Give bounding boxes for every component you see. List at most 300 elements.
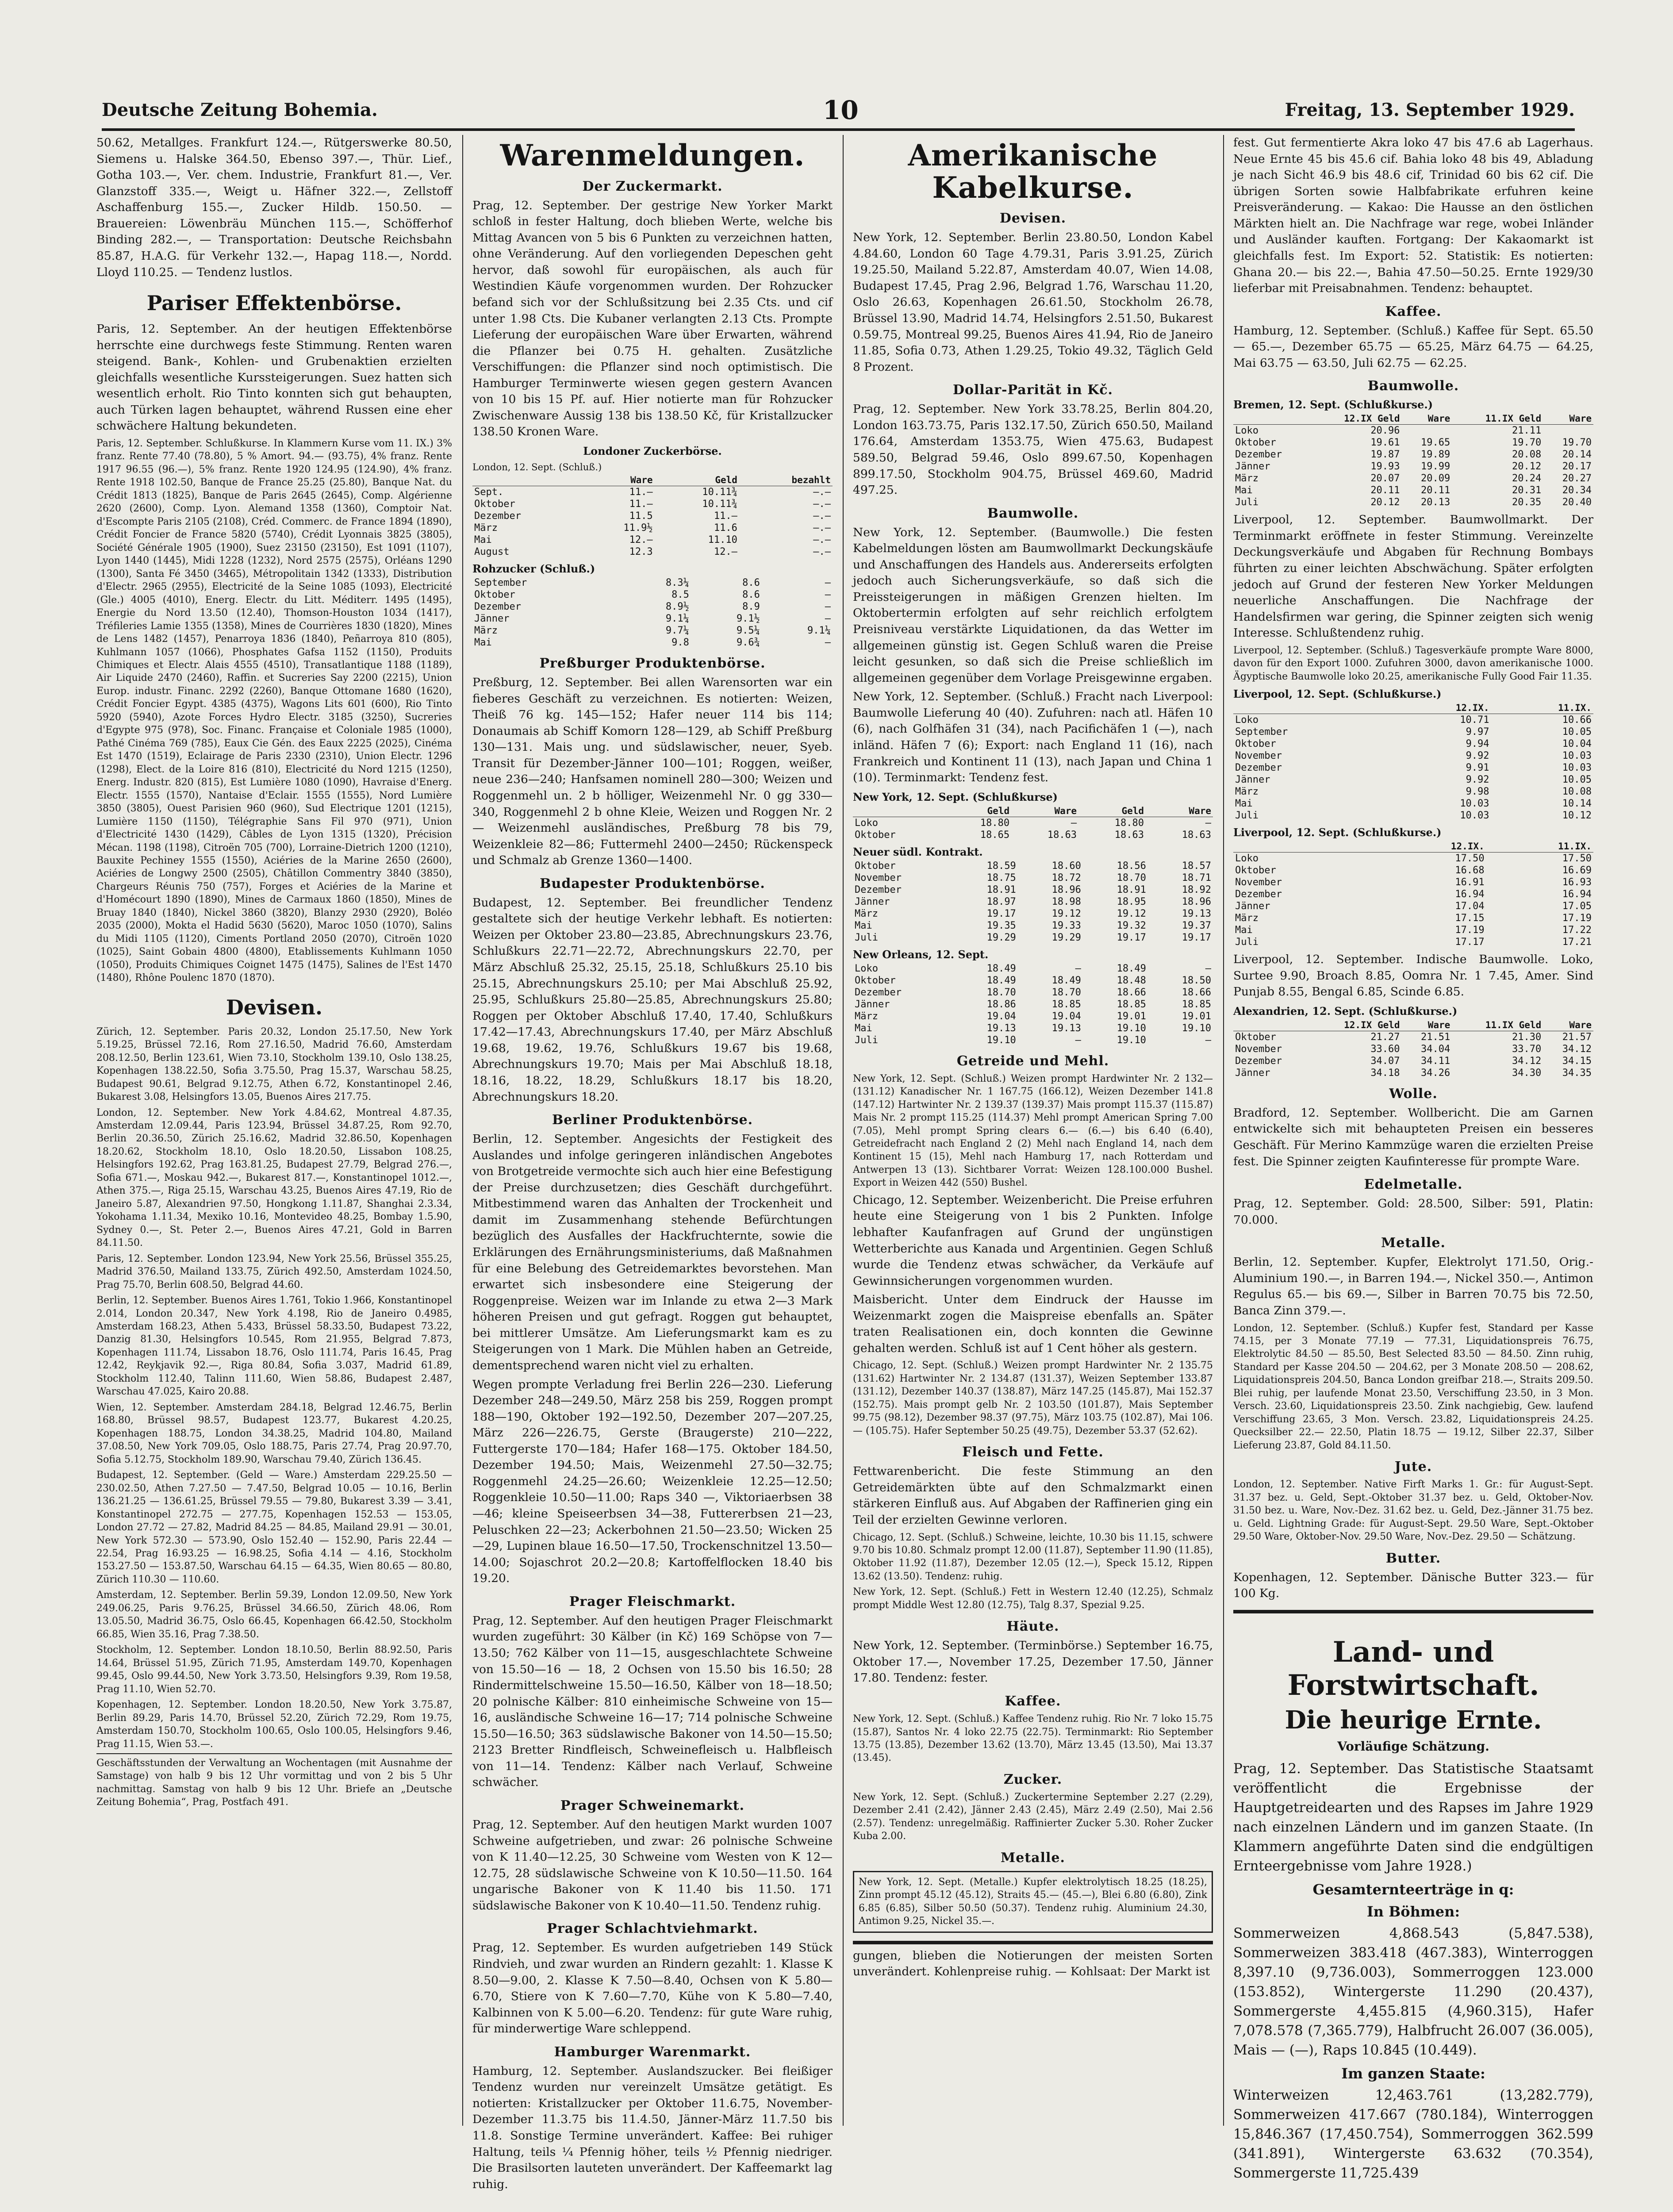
- baumwolle-heading: Baumwolle.: [1367, 378, 1459, 394]
- chicago-fleisch-quotes: Chicago, 12. Sept. (Schluß.) Schweine, leichte, 10.30 bis 11.15, schwere 9.70 bis 10.80. Schmalz prompt 12.00 (11.87), September 11.90 (11.85), Oktober 11.92 (11.87), Dezember 12.05 (12.—), Speck 15.12, Rippen 13.62 (13.50). Tendenz: ruhig.: [853, 1532, 1213, 1582]
- table-row: [1233, 461, 1593, 472]
- table-cell: 20.27: [1562, 473, 1592, 484]
- table-cell: [1402, 425, 1452, 437]
- table-cell: 19.01: [1182, 1010, 1211, 1022]
- office-hours-note: Geschäftsstunden der Verwaltung an Wochentagen (mit Ausnahme der Samstage) von halb 9 bis 12 Uhr vormittag und von 2 bis 5 Uhr nachmittag. Samstag von halb 9 bis 12 Uhr. Briefe an „Deutsche Zeitung Bohemia“, Prag, Postfach 491.: [96, 1758, 452, 1808]
- maisbericht: Maisbericht. Unter dem Eindruck der Hausse im Weizenmarkt zogen die Maispreise ebenfalls an. Später traten Realisationen ein, doch konnten die Gewinne gehalten werden. Schluß ist auf 1 Cent höher als gestern.: [853, 1293, 1213, 1355]
- table-row: [1233, 496, 1593, 508]
- table-cell: 10.11¾: [702, 499, 737, 510]
- table-cell: 19.61: [1370, 437, 1400, 449]
- table-row: [472, 522, 833, 534]
- table-row: [853, 1034, 1213, 1046]
- pressburg-heading: Preßburger Produktenbörse.: [539, 656, 766, 672]
- table-cell: 19.29: [1051, 932, 1081, 943]
- jute-report: London, 12. September. Native Firft Marks 1. Gr.: für August-Sept. 31.37 bez. u. Geld, Sept.-Oktober 31.37 bez. u. Geld, Oktober-Nov. 31.50 bez. u. Ware, Nov.-Dez. 31.62 bez. u. Geld, Dez.-Jänner 31.75 bez. u. Geld. Lightning Grade: für August-Sept. 29.50 Ware, Sept.-Oktober 29.50 Ware, Oktober-Nov. 29.50 Ware, Nov.-Dez. 29.50 — Schätzung.: [1233, 1479, 1593, 1543]
- table-cell: 16.69: [1562, 865, 1592, 876]
- table-row: [1233, 1067, 1593, 1079]
- table-cell: —.—: [813, 487, 831, 498]
- table-row: [1233, 449, 1593, 461]
- table-cell: 18.66: [1182, 987, 1211, 998]
- table-cell: Oktober: [1235, 738, 1276, 750]
- devisen-wien: Wien, 12. September. Amsterdam 284.18, Belgrad 12.46.75, Berlin 168.80, Brüssel 98.57, Budapest 123.77, Bukarest 4.20.25, Kopenhagen 188.75, London 34.38.25, Madrid 104.80, Mailand 37.08.50, New York 709.05, Oslo 188.75, Paris 27.74, Prag 20.97.70, Sofia 5.12.75, Stockholm 189.90, Warschau 79.40, Zürich 136.45.: [96, 1402, 452, 1465]
- table-row: [853, 963, 1213, 975]
- table-cell: Dezember: [855, 987, 902, 998]
- liverpool-caption: Liverpool, 12. Sept. (Schlußkurse.): [1233, 687, 1442, 701]
- table-cell: Mai: [1235, 485, 1253, 496]
- table-row: [853, 932, 1213, 944]
- neuer-kontrakt-caption: Neuer südl. Kontrakt.: [853, 845, 983, 858]
- table-cell: 16.91: [1455, 877, 1485, 888]
- zuckermarkt-report: Prag, 12. September. Der gestrige New Yorker Markt schloß in fester Haltung, doch blieben Werte, welche bis Mittag Avancen von 5 bis 6 Punkten zu verzeichnen hatten, ohne Veränderung. Auf den vorliegenden Depeschen geht hervor, daß sowohl für europäischen, als auch für Westindien Käufe vorgenommen wurden. Der Rohzucker befand sich vor der Schlußsitzung bei 2.35 Cts. und cif unter 1.98 Cts. Die Kubaner verlangten 2.13 Cts. Prompte Lieferung der europäischen Ware über Erwarten, während die Pflanzer bei 0.75 H. gehalten. Zusätzliche Verschiffungen: die Pflanzer sind noch optimistisch. Die Hamburger Terminwerte wiesen gegen gestern Avancen von 10 bis 15 Pf. auf. Hier notierte man für Rohzucker Zwischenware Aussig 138 bis 138.50 Kč, für Kristallzucker 138.50 Kronen Ware.: [472, 198, 833, 439]
- table-cell: Jänner: [1235, 901, 1270, 912]
- dollar-paritaet-heading: Dollar-Parität in Kč.: [953, 382, 1113, 398]
- table-cell: 19.10: [1117, 1034, 1146, 1046]
- liverpool-2-table: [1233, 841, 1593, 948]
- edelmetalle-report: Prag, 12. September. Gold: 28.500, Silber: 591, Platin: 70.000.: [1233, 1197, 1593, 1227]
- table-cell: 34.30: [1512, 1067, 1542, 1079]
- table-cell: 10.04: [1562, 738, 1592, 750]
- table-cell: 19.04: [986, 1010, 1016, 1022]
- table-cell: 20.24: [1512, 473, 1542, 484]
- table-cell: März: [474, 522, 498, 534]
- table-cell: 18.85: [1182, 998, 1211, 1010]
- table-header-cell: 12.IX Geld: [1311, 1019, 1402, 1031]
- devisen-amsterdam: Amsterdam, 12. September. Berlin 59.39, London 12.09.50, New York 249.06.25, Paris 9.76.25, Brüssel 34.66.50, Zürich 48.06, Rom 13.05.50, Madrid 36.75, Oslo 66.45, Kopenhagen 66.42.50, Stockholm 66.85, Wien 35.16, Prag 7.38.50.: [96, 1590, 452, 1640]
- table-row: [853, 1022, 1213, 1034]
- newyork-cotton-table: [853, 805, 1213, 841]
- devisen-stockholm: Stockholm, 12. September. London 18.10.50, Berlin 88.92.50, Paris 14.64, Brüssel 51.95, Zürich 71.95, Amsterdam 149.70, Kopenhagen 99.45, Oslo 99.44.50, New York 3.73.50, Helsingfors 9.39, Rom 19.58, Prag 11.10, Wien 52.70.: [96, 1644, 452, 1695]
- zucker-report: New York, 12. Sept. (Schluß.) Zuckertermine September 2.27 (2.29), Dezember 2.41 (2.42), Jänner 2.43 (2.45), März 2.49 (2.50), Mai 2.56 (2.57). Tendenz: unregelmäßig. Raffinierter Zucker 5.30. Roher Zucker Kuba 2.00.: [853, 1791, 1213, 1842]
- table-cell: 11.9½: [623, 522, 653, 534]
- table-cell: 18.85: [1117, 998, 1146, 1010]
- table-cell: 18.91: [986, 884, 1016, 895]
- table-cell: 19.04: [1051, 1010, 1081, 1022]
- devisen-zurich: Zürich, 12. September. Paris 20.32, London 25.17.50, New York 5.19.25, Brüssel 72.16, Rom 27.16.50, Madrid 76.60, Amsterdam 208.12.50, Berlin 123.61, Wien 73.10, Stockholm 139.10, Oslo 138.25, Kopenhagen 138.22.50, Sofia 3.75.50, Prag 15.37, Warschau 58.25, Budapest 90.61, Belgrad 9.12.75, Athen 6.72, Konstantinopel 2.46, Bukarest 3.08, Helsingfors 13.05, Buenos Aires 217.75.: [96, 1026, 452, 1103]
- table-cell: 18.75: [986, 872, 1016, 883]
- table-row: [1233, 900, 1593, 912]
- table-cell: 19.35: [986, 920, 1016, 931]
- table-header-cell: [1233, 1019, 1311, 1031]
- table-cell: —: [825, 613, 831, 625]
- table-header-cell: 12.IX.: [1389, 702, 1491, 714]
- devisen-budapest: Budapest, 12. September. (Geld — Ware.) Amsterdam 229.25.50 — 230.02.50, Athen 7.27.50 — 7.47.50, Belgrad 10.05 — 10.16, Berlin 136.21.25 — 136.61.25, Brüssel 79.55 — 79.80, Bukarest 3.39 — 3.41, Konstantinopel 272.75 — 277.75, Kopenhagen 152.53 — 153.05, London 27.72 — 27.82, Madrid 84.25 — 84.85, Mailand 29.91 — 30.01, New York 572.30 — 573.90, Oslo 152.40 — 152.90, Paris 22.44 — 22.54, Prag 16.93.25 — 16.98.25, Sofia 4.14 — 4.16, Stockholm 153.27.50 — 153.87.50, Warschau 64.15 — 64.35, Wien 80.65 — 80.80, Zürich 110.30 — 110.60.: [96, 1470, 452, 1585]
- table-cell: 20.11: [1370, 485, 1400, 496]
- rohzucker-table: [472, 577, 833, 649]
- table-cell: Oktober: [1235, 1031, 1276, 1043]
- table-row: [853, 829, 1213, 841]
- table-row: [1233, 888, 1593, 900]
- paris-exchange-heading: Pariser Effektenbörse.: [146, 291, 402, 315]
- table-row: [853, 860, 1213, 872]
- table-cell: 12.3: [629, 546, 653, 558]
- table-row: [853, 987, 1213, 998]
- devisen-heading: Devisen.: [226, 995, 322, 1019]
- table-cell: 16.93: [1562, 877, 1592, 888]
- table-cell: 17.50: [1455, 853, 1485, 864]
- metalle-box: [853, 1871, 1213, 1933]
- table-cell: Dezember: [474, 511, 521, 522]
- ernte-report: Prag, 12. September. Das Statistische Staatsamt veröffentlicht die Ergebnisse der Hauptgetreidearten und des Rapses im Jahre 1929 nach einzelnen Ländern und im ganzen Staate. (In Klammern angeführte Daten sind die endgültigen Ernteergebnisse vom Jahre 1928.): [1233, 1760, 1593, 1874]
- table-cell: September: [474, 577, 527, 589]
- table-cell: Oktober: [1235, 865, 1276, 876]
- alexandrien-table: [1233, 1019, 1593, 1079]
- table-row: [472, 498, 833, 510]
- table-cell: 19.93: [1370, 461, 1400, 472]
- table-cell: 12.—: [629, 534, 653, 546]
- table-cell: 8.3¼: [665, 577, 689, 589]
- table-cell: 9.1¼: [665, 613, 689, 625]
- table-row: [472, 601, 833, 613]
- table-header-cell: Ware: [1543, 413, 1593, 425]
- table-cell: Jänner: [1235, 461, 1270, 472]
- table-cell: 10.05: [1562, 774, 1592, 786]
- table-cell: 18.59: [986, 860, 1016, 872]
- table-cell: Jänner: [855, 998, 890, 1010]
- kaffee-heading: Kaffee.: [1385, 303, 1442, 319]
- london-sugar-subcaption: London, 12. Sept. (Schluß.): [472, 462, 602, 473]
- table-row: [1233, 924, 1593, 936]
- table-cell: Juli: [1235, 937, 1259, 948]
- table-row: [472, 546, 833, 558]
- baumwolle-report: New York, 12. September. (Baumwolle.) Die festen Kabelmeldungen lösten am Baumwollmarkt Deckungskäufe und Anschaffungen des Handels aus. Andererseits erfolgten jedoch auch Sicherungsverkäufe, so daß sich die Preissteigerungen in mäßigen Grenzen hielten. Im Oktobertermin erfolgten auf sehr reichlich erfolgtem Preisniveau verstärkte Liquidationen, da das Wetter im allgemeinen günstig ist. Gegen Schluß waren die Preise leicht gesunken, so daß sich die Preise schließlich im allgemeinen gegenüber dem Vorlage Preisgewinne ergaben.: [853, 525, 1213, 685]
- table-row: [472, 625, 833, 637]
- table-header-cell: 11.IX.: [1486, 841, 1593, 853]
- table-row: [1233, 853, 1593, 865]
- liverpool-table: [1233, 702, 1593, 822]
- table-row: [853, 908, 1213, 920]
- table-cell: 11.6: [714, 522, 737, 534]
- metalle-heading: Metalle.: [1381, 1235, 1446, 1251]
- table-cell: 18.49: [986, 975, 1016, 986]
- table-cell: 19.13: [1182, 908, 1211, 919]
- table-row: [1233, 912, 1593, 924]
- table-cell: 18.70: [1051, 987, 1081, 998]
- staat-heading: Im ganzen Staate:: [1341, 2065, 1485, 2082]
- table-cell: —.—: [813, 546, 831, 558]
- baumwolle-heading: Baumwolle.: [987, 505, 1079, 521]
- table-cell: 8.9½: [665, 601, 689, 613]
- berlin-metalle-report: Berlin, 12. September. Kupfer, Elektrolyt 171.50, Orig.-Aluminium 190.—, in Barren 194.—, Nickel 350.—, Antimon Regulus 65.— bis 69.—, Silber in Barren 70.75 bis 72.50, Banca Zinn 379.—.: [1233, 1255, 1593, 1317]
- table-cell: 10.12: [1562, 810, 1592, 822]
- table-cell: 20.96: [1370, 425, 1400, 437]
- table-cell: —: [825, 637, 831, 649]
- table-header-cell: Geld: [1078, 805, 1146, 817]
- table-cell: März: [855, 1010, 878, 1022]
- table-header-cell: [1233, 413, 1311, 425]
- table-cell: November: [1235, 877, 1282, 888]
- table-cell: Oktober: [474, 589, 515, 601]
- bremen-table: [1233, 413, 1593, 508]
- ernte-heading: Die heurige Ernte.: [1285, 1705, 1542, 1735]
- table-cell: 12.—: [714, 546, 737, 558]
- warenmeldungen-banner: Warenmeldungen.: [500, 138, 805, 173]
- metalle-report: New York, 12. Sept. (Metalle.) Kupfer elektrolytisch 18.25 (18.25), Zinn prompt 45.12 (45.12), Straits 45.— (45.—), Blei 6.80 (6.80), Zink 6.85 (6.85), Silber 50.50 (50.37). Tendenz ruhig. Aluminium 24.30, Antimon 9.25, Nickel 35.—.: [859, 1876, 1207, 1927]
- table-cell: 34.15: [1562, 1055, 1592, 1067]
- table-cell: 19.12: [1051, 908, 1081, 919]
- table-cell: 19.17: [1182, 932, 1211, 943]
- table-header-cell: [853, 805, 944, 817]
- table-cell: Juli: [1235, 810, 1259, 822]
- page-header: [102, 95, 1575, 131]
- newyork-devisen: New York, 12. September. Berlin 23.80.50, London Kabel 4.84.60, London 60 Tage 4.79.31, Paris 3.91.25, Zürich 19.25.50, Mailand 5.22.87, Amsterdam 40.07, Wien 14.08, Budapest 17.45, Prag 2.96, Belgrad 1.76, Warschau 11.20, Oslo 26.63, Kopenhagen 26.61.50, Stockholm 26.78, Brüssel 13.90, Madrid 14.74, Helsingfors 2.51.50, Bukarest 0.59.75, Montreal 99.25, Buenos Aires 41.94, Rio de Janeiro 11.85, Sofia 0.73, Athen 1.29.25, Tokio 49.32, Täglich Geld 8 Prozent.: [853, 230, 1213, 374]
- table-header-cell: Ware: [1402, 1019, 1452, 1031]
- table-cell: 18.63: [1047, 829, 1077, 841]
- table-header-cell: Ware: [583, 474, 654, 486]
- table-cell: 17.21: [1562, 937, 1592, 948]
- table-cell: Oktober: [474, 499, 515, 510]
- table-cell: 20.08: [1512, 449, 1542, 461]
- column-divider: [1223, 135, 1224, 2126]
- liverpool-report: Liverpool, 12. September. Baumwollmarkt. Der Terminmarkt eröffnete in fester Stimmung. Vereinzelte Deckungsverkäufe und Abgaben für Rechnung Bombays führten zu einer leichten Abschwächung. Später erfolgten jedoch auf Grund der festeren New Yorker Meldungen neuerliche Anschaffungen. Die Nachfrage der Handelsfirmen war gering, die Spinner zeigten sich wenig Interesse. Schlußtendenz ruhig.: [1233, 513, 1593, 640]
- table-cell: 18.96: [1051, 884, 1081, 895]
- table-row: [1233, 1055, 1593, 1067]
- table-cell: 18.92: [1182, 884, 1211, 895]
- table-header-cell: Geld: [944, 805, 1011, 817]
- table-cell: 33.70: [1512, 1043, 1542, 1055]
- pressburg-report: Preßburg, 12. September. Bei allen Warensorten war ein fieberes Geschäft zu verzeichnen. Es notierten: Weizen, Theiß 76 kg. 145—152; Hafer neuer 114 bis 114; Donaumais ab Schiff Komorn 128—129, ab Schiff Preßburg 130—131. Mais ung. und südslawischer, neuer, Syeb. Transit für Dezember-Jänner 100—101; Roggen, weißer, neue 236—240; Hanfsamen nominell 280—300; Weizen und Roggenmehl un. 2 b hölliger, Weizenmehl Nr. 0 gg 330—340, Roggenmehl 2 b ohne Kleie, Weizen und Roggen Nr. 2 — Weizenmehl ausländisches, Preßburg 78 bis 79, Weizenkleie 82—86; Futtermehl 2400—2450; Rückenspeck und Schmalz ab Grenze 1360—1400.: [472, 676, 833, 868]
- table-cell: 21.27: [1370, 1031, 1400, 1043]
- table-cell: September: [1235, 726, 1288, 738]
- table-cell: 34.12: [1512, 1055, 1542, 1067]
- table-cell: Loko: [1235, 425, 1259, 437]
- table-cell: 9.92: [1466, 774, 1489, 786]
- table-header-cell: 12.IX.: [1379, 841, 1486, 853]
- table-cell: 16.68: [1455, 865, 1485, 876]
- table-cell: 20.11: [1421, 485, 1450, 496]
- fettwaren-report: Fettwarenbericht. Die feste Stimmung an den Getreidemärkten übte auf den Schmalzmarkt einen stärkeren Einfluß aus. Auf Abgaben der Raffinerien ging ein Teil der erzielten Gewinne verloren.: [853, 1464, 1213, 1527]
- table-cell: 17.04: [1455, 901, 1485, 912]
- table-cell: Mai: [474, 637, 492, 649]
- table-cell: 10.08: [1562, 786, 1592, 798]
- table-cell: 11.—: [714, 511, 737, 522]
- table-cell: 20.12: [1370, 497, 1400, 508]
- table-cell: 10.03: [1562, 750, 1592, 762]
- table-row: [472, 534, 833, 546]
- berlin-stocks-continued: 50.62, Metallges. Frankfurt 124.—, Rütgerswerke 80.50, Siemens u. Halske 364.50, Ebenso 397.—, Thür. Lief., Gotha 103.—, Ver. chem. Industrie, Frankfurt 81.—, Ver. Glanzstoff 335.—, Weigt u. Häfner 322.—, Zellstoff Aschaffenburg 155.—, Zucker Hildb. 150.50. — Brauereien: Löwenbräu München 115.—, Schöfferhof Binding 282.—, — Transportation: Deutsche Reichsbahn 85.87, H.A.G. für Verkehr 132.—, Hapag 118.—, Nordd. Lloyd 110.25. — Tendenz lustlos.: [96, 136, 452, 279]
- table-cell: 34.07: [1370, 1055, 1400, 1067]
- table-cell: Mai: [1235, 798, 1253, 810]
- rohzucker-caption: Rohzucker (Schluß.): [472, 562, 595, 576]
- kabelkurse-banner: Amerikanische Kabelkurse.: [908, 138, 1158, 205]
- table-cell: 34.11: [1421, 1055, 1450, 1067]
- table-cell: 10.66: [1562, 714, 1592, 726]
- table-cell: 17.50: [1562, 853, 1592, 864]
- column-1: [93, 135, 456, 2117]
- table-cell: 10.03: [1562, 762, 1592, 774]
- table-cell: 16.94: [1455, 889, 1485, 900]
- table-cell: 18.66: [1117, 987, 1146, 998]
- table-cell: 19.17: [986, 908, 1016, 919]
- table-header-cell: bezahlt: [739, 474, 833, 486]
- paris-report: Paris, 12. September. An der heutigen Effektenbörse herrschte eine durchwegs feste Stimmung. Renten waren steigend. Bank-, Kohlen- und Grubenaktien erzielten gleichfalls wesentliche Kurssteigerungen. Suez hatten sich wesentlich erholt. Rio Tinto konnten sich gut behaupten, auch Türken lagen behauptet, während Russen eine eher schwächere Haltung bekundeten.: [96, 322, 452, 433]
- page-number: 10: [823, 95, 859, 125]
- chicago-weizen-report: Chicago, 12. September. Weizenbericht. Die Preise erfuhren heute eine Steigerung von 1 bis 2 Punkten. Infolge lebhafter Kaufanfragen auf Grund der ungünstigen Wetterberichte aus Kanada und Argentinien. Gegen Schluß wurde die Tendenz etwas schwächer, da Verkäufe auf Gewinnsicherungen vorgenommen wurden.: [853, 1193, 1213, 1288]
- boehmen-figures: Sommerweizen 4,868.543 (5,847.538), Sommerweizen 383.418 (467.383), Winterroggen 8,397.10 (9,736.003), Sommerroggen 123.000 (153.852), Wintergerste 11.290 (20.437), Sommergerste 4,455.815 (4,960.315), Hafer 7,078.578 (7,365.779), Halbfrucht 26.007 (36.005), Mais — (—), Raps 10.845 (10.449).: [1233, 1925, 1593, 2058]
- boehmen-heading: In Böhmen:: [1366, 1903, 1460, 1920]
- table-cell: Sept.: [474, 487, 504, 498]
- table-cell: 19.33: [1051, 920, 1081, 931]
- zuckermarkt-heading: Der Zuckermarkt.: [582, 178, 723, 194]
- table-cell: 19.99: [1421, 461, 1450, 472]
- table-row: [1233, 1043, 1593, 1055]
- paris-quotes: Paris, 12. September. Schlußkurse. In Klammern Kurse vom 11. IX.) 3% franz. Rente 77.40 (78.80), 5 % Amort. 94.— (93.75), 4% franz. Rente 1917 96.55 (96.—), 5% franz. Rente 1920 124.95 (124.90), 4% franz. Rente 1918 102.50, Banque de France 25.25 (25.80), Banque Nat. du Crédit 1813 (1825), Banque de Paris 2645 (2645), Comp. Algérienne 2620 (2600), Comp. Lyon. Alemand 1358 (1360), Comptoir Nat. d'Escompte Paris 2105 (2108), Créd. Commerc. de France 1894 (1890), Crédit Foncier de France 5820 (5740), Crédit Lyonnais 3825 (3805), Société Générale 1905 (1900), Suez 23150 (23150), Est 1091 (1107), Lyon 1440 (1445), Midi 1228 (1232), Nord 2575 (2575), Orléans 1290 (1300), Santa Fé 3450 (3465), Métropolitain 1342 (1333), Distribution d'Electr. 2965 (2955), Electricité de la Seine 1085 (1093), Electricité (Gle.) 4005 (4010), Energ. Electr. du Litt. Méditerr. 1495 (1495), Energie du Nord 13.50 (12.40), Thomson-Houston 1034 (1417), Tréfileries Lamie 1355 (1358), Mines de Courrières 1830 (1820), Mines de Lens 1482 (1457), Penarroya 1836 (1840), Peñarroya 810 (805), Kuhlmann 1057 (1066), Phosphates Gafsa 1152 (1150), Produits Chimiques et Electr. Alais 4555 (4510), Transatlantique 1188 (1189), Air Liquide 2470 (2460), Raffin. et Sucreries Say 2200 (2215), Union Europ. industr. Financ. 2292 (2260), Banque Ottomane 1680 (1620), Crédit Foncier Egypt. 4385 (4375), Wagons Lits 601 (600), Rio Tinto 5920 (5940), Azote Forces Hydro Electr. 3185 (3250), Sucreries d'Egypte 975 (978), Soc. Financ. Française et Coloniale 1985 (1000), Pathé Cinéma 769 (785), Eaux Cie Gén. des Eaux 2225 (2025), Cinéma Est 1470 (1519), Eclairage de Paris 2330 (2310), Union Electr. 1296 (1298), Elect. de la Loire 816 (810), Electricité du Nord 1215 (1250), Energ. Industr. 820 (815), Est Lumière 1080 (1090), Havraise d'Energ. Electr. 1555 (1570), Nantaise d'Eclair. 1555 (1555), Nord Lumière 3850 (3805), Ouest Parisien 960 (960), Sud Electrique 1201 (1215), Lumière 1150 (1150), Télégraphie Sans Fil 970 (971), Union d'Electricité 1430 (1429), Câbles de Lyon 1315 (1320), Précision Mécan. 1198 (1198), Citroën 705 (700), Lorraine-Dietrich 1200 (1210), Bauxite Pechiney 1555 (1550), Aciéries de la Marine 2650 (2600), Aciéries de Longwy 2500 (2505), Châtillon Commentry 3840 (3850), Chargeurs Réunis 750 (757), Forges et Aciéries de la Marine et d'Homécourt 1890 (1890), Mines de Carmaux 1860 (1850), Mines de Bruay 1840 (1840), Nickel 3860 (3820), Blanzy 2930 (2920), Boléo 2035 (2000), Mokta el Hadid 5630 (5620), Maroc 1050 (1070), Salins du Midi 1105 (1120), Ciments Portland 2050 (2070), Citroën 1020 (1025), Saint Gobain 4800 (4800), Etablissements Kuhlmann 1050 (1050), Produits Chimiques Coignet 1475 (1475), Salines de l'Est 1470 (1480), Rhône Poulenc 1870 (1870).: [96, 438, 452, 984]
- table-row: [853, 884, 1213, 896]
- table-cell: März: [1235, 473, 1259, 484]
- table-row: [853, 920, 1213, 932]
- table-header-cell: Ware: [1402, 413, 1452, 425]
- table-header-cell: [472, 474, 583, 486]
- table-row: [472, 589, 833, 601]
- table-row: [1233, 876, 1593, 888]
- table-cell: November: [1235, 750, 1282, 762]
- newyork-cotton-caption: New York, 12. Sept. (Schlußkurse): [853, 790, 1058, 803]
- table-cell: 9.6¾: [736, 637, 760, 649]
- table-row: [853, 817, 1213, 829]
- table-cell: Dezember: [855, 884, 902, 895]
- edelmetalle-heading: Edelmetalle.: [1364, 1177, 1463, 1193]
- getreide-heading: Getreide und Mehl.: [956, 1053, 1109, 1069]
- table-cell: 18.96: [1182, 896, 1211, 907]
- table-header-cell: 11.IX.: [1491, 702, 1593, 714]
- table-cell: —.—: [813, 499, 831, 510]
- table-row: [472, 486, 833, 499]
- table-cell: 19.37: [1182, 920, 1211, 931]
- table-cell: 9.98: [1466, 786, 1489, 798]
- kaffee-report: New York, 12. Sept. (Schluß.) Kaffee Tendenz ruhig. Rio Nr. 7 loko 15.75 (15.87), Santos Nr. 4 loko 22.75 (22.75). Terminmarkt: Rio September 13.75 (13.85), Dezember 13.62 (13.70), März 13.45 (13.50), Mai 13.37 (13.45).: [853, 1713, 1213, 1764]
- table-cell: 19.65: [1421, 437, 1450, 449]
- table-cell: —: [1075, 1034, 1081, 1046]
- table-cell: 10.05: [1562, 726, 1592, 738]
- table-cell: 18.95: [1117, 896, 1146, 907]
- berlin-produkt-quotes: Wegen prompte Verladung frei Berlin 226—230. Lieferung Dezember 248—249.50, März 258 bis 259, Roggen prompt 188—190, Oktober 192—192.50, Dezember 207—207.25, März 226—226.75, Gerste (Braugerste) 210—222, Futtergerste 170—184; Hafer 168—175. Oktober 184.50, Dezember 194.50; Mais, Weizenmehl 27.50—32.75; Roggenmehl 24.25—26.60; Weizenkleie 12.25—12.50; Roggenkleie 10.50—11.00; Raps 340 —, Viktoriaerbsen 38—46; kleine Speiseerbsen 34—38, Futtererbsen 21—23, Peluschken 22—23; Ackerbohnen 21.50—23.50; Wicken 25—29, Lupinen blaue 16.50—17.50, Trockenschnitzel 13.50—14.00; Sojaschrot 20.2—20.8; Kartoffelflocken 18.40 bis 19.20.: [472, 1377, 833, 1586]
- table-cell: Jänner: [855, 896, 890, 907]
- berlin-produkt-heading: Berliner Produktenbörse.: [552, 1112, 753, 1128]
- kakao-continued: fest. Gut fermentierte Akra loko 47 bis 47.6 ab Lagerhaus. Neue Ernte 45 bis 45.6 cif. Bahia loko 48 bis 49, Abladung je nach Sicht 46.9 bis 48.6 cif, Trinidad 60 bis 62 cif. Die übrigen Sorten sowie Halbfabrikate erfuhren keine Preisveränderung. — Kakao: Die Hausse an den östlichen Märkten hielt an. Die Nachfrage war rege, wobei Inländer und Ausländer kauften. Fortgang: Der Kakaomarkt ist gleichfalls fest. Im Export: 52. Statistik: Es notierten: Ghana 20.— bis 22.—, Bahia 47.50—50.25. Ernte 1929/30 lieferbar mit Preisabnahmen. Tendenz: behauptet.: [1233, 136, 1593, 296]
- table-cell: 19.10: [1117, 1022, 1146, 1034]
- london-metalle-report: London, 12. September. (Schluß.) Kupfer fest, Standard per Kasse 74.15, per 3 Monate 77.19 — 77.31, Liquidationspreis 76.75, Elektrolytic 84.50 — 85.50, Best Selected 83.50 — 84.50. Zinn ruhig, Standard per Kasse 204.50 — 204.62, per 3 Monate 208.50 — 208.62, Liquidationspreis 204.50, Banca London greifbar 218.—, Straits 209.50. Blei ruhig, per laufende Monat 23.50, Verschiffung 23.50, in 3 Mon. Versch. 23.60, Liquidationspreis 23.50. Zink nachgiebig, Gew. laufend Verschiffung 23.65, 3 Mon. Versch. 23.82, Liquidationspreis 24.25. Quecksilber 22.— 22.50, Platin 18.75 — 19.12, Silber 22.37, Silber Lieferung 23.87, Gold 84.11.50.: [1233, 1322, 1593, 1451]
- table-cell: —: [1071, 817, 1077, 829]
- table-cell: 19.01: [1117, 1010, 1146, 1022]
- table-cell: 9.8: [672, 637, 689, 649]
- table-cell: 18.57: [1182, 860, 1211, 872]
- table-row: [1233, 437, 1593, 449]
- table-cell: 19.87: [1370, 449, 1400, 461]
- table-cell: 19.10: [1182, 1022, 1211, 1034]
- table-cell: —.—: [813, 511, 831, 522]
- table-cell: 19.89: [1421, 449, 1450, 461]
- table-cell: März: [1235, 786, 1259, 798]
- table-cell: —: [1075, 963, 1081, 974]
- table-row: [853, 975, 1213, 987]
- table-cell: —: [1205, 1034, 1211, 1046]
- table-row: [472, 613, 833, 625]
- liverpool-2-caption: Liverpool, 12. Sept. (Schlußkurse.): [1233, 826, 1442, 839]
- table-cell: 20.12: [1512, 461, 1542, 472]
- table-row: [1233, 425, 1593, 437]
- table-cell: 18.50: [1182, 975, 1211, 986]
- table-header-cell: 11.IX Geld: [1452, 413, 1543, 425]
- table-cell: Dezember: [1235, 889, 1282, 900]
- table-cell: 11.10: [708, 534, 737, 546]
- table-cell: März: [855, 908, 878, 919]
- table-cell: 34.26: [1421, 1067, 1450, 1079]
- table-cell: 19.17: [1117, 932, 1146, 943]
- table-cell: 19.12: [1117, 908, 1146, 919]
- kaffee-heading: Kaffee.: [1005, 1694, 1061, 1709]
- table-cell: 8.5: [672, 589, 689, 601]
- prager-schlachtvieh-heading: Prager Schlachtviehmarkt.: [547, 1921, 758, 1937]
- table-cell: 19.13: [986, 1022, 1016, 1034]
- table-cell: 20.31: [1512, 485, 1542, 496]
- table-cell: 20.13: [1421, 497, 1450, 508]
- london-sugar-caption: Londoner Zuckerbörse.: [583, 445, 722, 458]
- table-cell: 20.14: [1562, 449, 1592, 461]
- chicago-quotes: Chicago, 12. Sept. (Schluß.) Weizen prompt Hardwinter Nr. 2 135.75 (131.62) Hartwinter Nr. 2 134.87 (131.37), Weizen September 133.87 (131.12), Dezember 140.37 (138.87), März 147.25 (145.87), Mai 152.37 (152.75). Mais prompt gelb Nr. 2 103.50 (101.87), Mais September 99.75 (98.12), Dezember 98.37 (97.75), März 103.75 (102.87), Mai 106.— (105.75). Hafer September 50.25 (49.75), Dezember 53.37 (52.62).: [853, 1360, 1213, 1436]
- table-cell: 18.48: [1117, 975, 1146, 986]
- table-cell: 18.91: [1117, 884, 1146, 895]
- bremen-caption: Bremen, 12. Sept. (Schlußkurse.): [1233, 398, 1433, 411]
- table-cell: Mai: [855, 920, 872, 931]
- table-cell: Jänner: [474, 613, 510, 625]
- table-cell: 18.70: [986, 987, 1016, 998]
- new-orleans-caption: New Orleans, 12. Sept.: [853, 948, 989, 961]
- butter-report: Kopenhagen, 12. September. Dänische Butter 323.— für 100 Kg.: [1233, 1570, 1593, 1601]
- new-orleans-table: [853, 963, 1213, 1046]
- table-cell: 17.17: [1455, 937, 1485, 948]
- land-forst-banner: Land- und Forstwirtschaft.: [1287, 1635, 1539, 1702]
- table-cell: Dezember: [1235, 1055, 1282, 1067]
- table-row: [1233, 864, 1593, 876]
- table-cell: [1543, 425, 1593, 437]
- devisen-kopenhagen: Kopenhagen, 12. September. London 18.20.50, New York 3.75.87, Berlin 89.29, Paris 14.70, Brüssel 52.20, Zürich 72.29, Rom 19.75, Amsterdam 150.70, Stockholm 100.65, Oslo 100.05, Helsingfors 9.46, Prag 11.15, Wien 53.—.: [96, 1699, 452, 1750]
- devisen-heading: Devisen.: [999, 211, 1067, 227]
- section-rule: [853, 1941, 1213, 1944]
- table-cell: 34.04: [1421, 1043, 1450, 1055]
- ernte-subheading: Vorläufige Schätzung.: [1337, 1739, 1489, 1754]
- table-cell: Loko: [1235, 714, 1259, 726]
- table-cell: Oktober: [1235, 437, 1276, 449]
- prager-fleischmarkt-heading: Prager Fleischmarkt.: [569, 1594, 736, 1609]
- column-divider: [462, 135, 463, 2126]
- wolle-report: Bradford, 12. September. Wollbericht. Die am Garnen entwickelte sich mit behaupteten Preisen ein besseres Geschäft. Für Merino Kammzüge waren die erzielten Preise fest. Die Spinner zeigten Kaufinteresse für prompte Ware.: [1233, 1106, 1593, 1168]
- column-3: [849, 135, 1216, 2117]
- table-row: [1233, 810, 1593, 822]
- staat-figures: Winterweizen 12,463.761 (13,282.779), Sommerweizen 417.667 (780.184), Winterroggen 15,846.367 (17,450.754), Sommerroggen 362.599 (341.891), Wintergerste 63.632 (70.354), Sommergerste 11,725.439: [1233, 2087, 1593, 2181]
- table-header-cell: 11.IX Geld: [1452, 1019, 1543, 1031]
- table-cell: März: [1235, 913, 1259, 924]
- table-row: [1233, 798, 1593, 810]
- table-row: [1233, 726, 1593, 738]
- table-cell: Oktober: [855, 829, 896, 841]
- table-row: [1233, 714, 1593, 726]
- getreide-report: New York, 12. Sept. (Schluß.) Weizen prompt Hardwinter Nr. 2 132—(131.12) Kanadischer Nr. 1 167.75 (166.12), Weizen Dezember 141.8 (147.12) Hartwinter Nr. 2 139.37 (139.37) Mais prompt 115.37 (115.87) Mais Nr. 2 prompt 115.25 (114.37) Mehl prompt American Spring 7.00 (7.05), Mehl prompt Spring clears 6.— (6.—) bis 6.40 (6.40), Getreidefracht nach England 2 (2) Mehl nach England 14, nach dem Kontinent 15 (15), Mehl nach Hamburg 17, nach Rotterdam und Antwerpen 13 (13). Sichtbarer Vorrat: Weizen 128.100.000 Bushel. Export in Weizen 442 (550) Bushel.: [853, 1073, 1213, 1189]
- prager-schweinemarkt-report: Prag, 12. September. Auf den heutigen Markt wurden 1007 Schweine aufgetrieben, und zwar: 26 polnische Schweine von K 11.40—12.25, 30 Schweine vom Westen von K 12—12.75, 28 südslawische Schweine von K 10.50—11.50. 164 ungarische Bakoner von K 11.40 bis 11.50. 171 südslawische Bakoner von K 10.40—11.50. Tendenz ruhig.: [472, 1818, 833, 1912]
- table-cell: 10.03: [1460, 798, 1489, 810]
- divider: [96, 1753, 452, 1754]
- table-cell: Loko: [855, 817, 878, 829]
- table-cell: 19.13: [1051, 1022, 1081, 1034]
- fleisch-fette-heading: Fleisch und Fette.: [962, 1444, 1104, 1460]
- table-row: [853, 896, 1213, 908]
- budapest-produkt-heading: Budapester Produktenbörse.: [540, 876, 765, 891]
- table-cell: 18.56: [1117, 860, 1146, 872]
- berlin-produkt-report: Berlin, 12. September. Angesichts der Festigkeit des Auslandes und infolge geringeren inländischen Angebotes von Brotgetreide vermochte sich auch hier eine Befestigung der Preise durchzusetzen; dies Geschäft durchgeführt. Mitbestimmend waren das Anhalten der Trockenheit und damit im Zusammenhang stehende Befürchtungen bezüglich des Ausfalles der Hackfruchternte, sowie die Erklärungen des Ernährungsministeriums, daß Maßnahmen für eine Belebung des Getreidemarktes bevorstehen. Man erwartet sich insbesondere eine Steigerung der Roggenpreise. Weizen war im Inlande zu etwa 2—3 Mark höheren Preisen und gut gefragt. Roggen gut behauptet, bei mittlerer Umsätze. Am Lieferungsmarkt kam es zu Steigerungen von 1 Mark. Die Mühlen haben an Getreide, dementsprechend waren nicht viel zu erhalten.: [472, 1132, 833, 1372]
- table-cell: 19.32: [1117, 920, 1146, 931]
- table-cell: 18.80: [980, 817, 1010, 829]
- table-cell: 11.—: [629, 487, 653, 498]
- table-cell: —: [1205, 817, 1211, 829]
- baumwolle-report-2: New York, 12. September. (Schluß.) Fracht nach Liverpool: Baumwolle Lieferung 40 (40). Zufuhren: nach atl. Häfen 10 (6), nach Golfhäfen 31 (34), nach Pacifichäfen 1 (—), nach inländ. Häfen 7 (6); Export: nach England 11 (16), nach Frankreich und Kontinent 11 (13), nach Japan und China 1 (10). Terminmarkt: Tendenz fest.: [853, 690, 1213, 785]
